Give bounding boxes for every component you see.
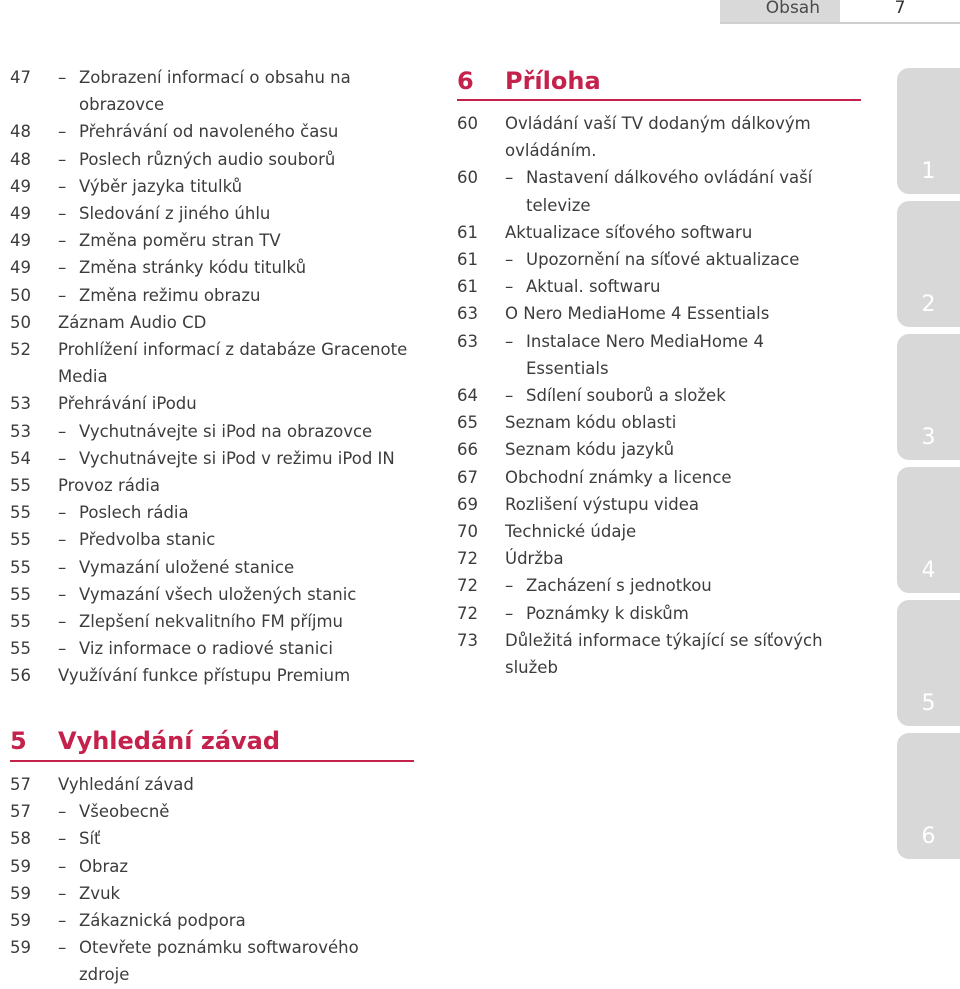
toc-page-number: 59 <box>10 856 31 876</box>
toc-page-number: 61 <box>457 277 478 297</box>
toc-entry-title: Vychutnávejte si iPod v režimu iPod IN <box>79 448 395 468</box>
toc-entry-title: Poznámky k diskům <box>526 603 689 623</box>
toc-page-number: 55 <box>10 530 31 550</box>
toc-entry <box>457 273 857 300</box>
toc-entry-title: Zlepšení nekvalitního FM příjmu <box>79 612 343 631</box>
toc-section-5-list <box>10 771 430 985</box>
toc-entry-title: Viz informace o radiové stanici <box>79 639 333 659</box>
toc-dash: – <box>505 277 514 297</box>
toc-page-number: 59 <box>10 883 31 903</box>
toc-entry-title: Změna stránky kódu titulků <box>79 258 307 278</box>
chapter-tab-label: 3 <box>921 425 936 450</box>
toc-dash: – <box>58 802 67 822</box>
toc-dash: – <box>58 421 67 441</box>
page-header <box>0 0 960 24</box>
toc-entry-title-continued: ovládáním. <box>505 141 597 161</box>
toc-page-number: 49 <box>10 176 31 196</box>
chapter-tab-label: 4 <box>921 558 936 583</box>
section-6-number: 6 <box>457 67 474 95</box>
header-title: Obsah <box>765 0 820 18</box>
toc-entry <box>10 825 430 852</box>
toc-entry <box>10 554 430 581</box>
toc-page-number: 63 <box>457 304 478 324</box>
toc-entry <box>457 600 857 627</box>
toc-entry <box>10 390 430 417</box>
toc-entry-title: Sledování z jiného úhlu <box>79 204 271 223</box>
toc-entry-title: Instalace Nero MediaHome 4 <box>526 331 764 351</box>
toc-entry-title: Ovládání vaší TV dodaným dálkovým <box>505 114 811 133</box>
toc-entry-title: Technické údaje <box>505 522 637 541</box>
toc-entry <box>457 572 857 599</box>
toc-entry-title: Předvolba stanic <box>79 530 216 550</box>
toc-entry <box>457 382 857 409</box>
toc-page-number: 49 <box>10 231 31 251</box>
toc-page-number: 50 <box>10 285 31 305</box>
toc-page-number: 65 <box>457 413 478 433</box>
toc-page-number: 72 <box>457 549 478 569</box>
toc-entry <box>457 219 857 246</box>
toc-entry-title: Poslech různých audio souborů <box>79 149 336 169</box>
toc-page-number: 58 <box>10 829 31 849</box>
toc-page-number: 49 <box>10 258 31 278</box>
toc-page-number: 73 <box>457 630 478 650</box>
chapter-tab-3[interactable] <box>897 334 960 460</box>
toc-page-number: 63 <box>457 331 478 351</box>
toc-entry <box>10 445 430 472</box>
toc-entry-title: Přehrávání iPodu <box>58 394 197 414</box>
toc-entry-title: Seznam kódu jazyků <box>505 440 675 460</box>
toc-entry <box>10 934 430 988</box>
toc-page-number: 49 <box>10 204 31 223</box>
toc-dash: – <box>58 122 67 142</box>
toc-entry <box>457 627 857 681</box>
toc-page-number: 48 <box>10 122 31 142</box>
toc-dash: – <box>58 612 67 631</box>
toc-entry-title: O Nero MediaHome 4 Essentials <box>505 304 770 324</box>
toc-entry-title-continued: obrazovce <box>79 95 165 115</box>
toc-dash: – <box>58 856 67 876</box>
toc-dash: – <box>58 149 67 169</box>
toc-entry <box>457 545 857 572</box>
chapter-tab-6[interactable] <box>897 733 960 859</box>
toc-entry-title: Rozlišení výstupu videa <box>505 494 699 514</box>
toc-page-number: 55 <box>10 476 31 495</box>
toc-page-number: 69 <box>457 494 478 514</box>
toc-page-number: 61 <box>457 250 478 269</box>
toc-entry <box>10 798 430 825</box>
toc-page-number: 56 <box>10 666 31 686</box>
toc-dash: – <box>505 250 514 269</box>
toc-entry-title: Provoz rádia <box>58 476 161 495</box>
toc-entry-title: Údržba <box>505 549 564 569</box>
toc-page-number: 55 <box>10 503 31 523</box>
toc-entry <box>10 907 430 934</box>
toc-dash: – <box>58 231 67 251</box>
section-6-heading <box>457 66 857 98</box>
toc-entry <box>457 300 857 327</box>
toc-dash: – <box>58 911 67 930</box>
toc-dash: – <box>58 829 67 849</box>
toc-entry <box>10 418 430 445</box>
toc-entry-title: Zvuk <box>79 883 121 903</box>
toc-entry-title: Přehrávání od navoleného času <box>79 122 339 142</box>
toc-page-number: 60 <box>457 114 478 133</box>
toc-entry <box>457 246 857 273</box>
toc-page-number: 54 <box>10 448 31 468</box>
toc-entry-title-continued: zdroje <box>79 965 130 985</box>
toc-entry <box>457 518 857 545</box>
toc-page-number: 70 <box>457 522 478 541</box>
toc-entry-title-continued: Media <box>58 367 108 387</box>
toc-entry-title: Vymazání všech uložených stanic <box>79 584 357 604</box>
toc-entry-title-continued: služeb <box>505 657 558 677</box>
toc-entry <box>10 200 430 227</box>
toc-dash: – <box>58 176 67 196</box>
toc-entry-title-continued: televize <box>526 195 591 215</box>
chapter-tab-2[interactable] <box>897 201 960 327</box>
toc-entry-title: Aktual. softwaru <box>526 277 661 297</box>
toc-dash: – <box>58 883 67 903</box>
toc-dash: – <box>58 204 67 223</box>
toc-entry-title: Poslech rádia <box>79 503 189 523</box>
toc-dash: – <box>505 576 514 596</box>
toc-page-number: 67 <box>457 467 478 487</box>
toc-dash: – <box>58 68 67 87</box>
toc-page-number: 55 <box>10 584 31 604</box>
page-number: 7 <box>840 0 960 24</box>
toc-dash: – <box>58 557 67 577</box>
toc-entry-title: Seznam kódu oblasti <box>505 413 677 433</box>
toc-entry-title: Zobrazení informací o obsahu na <box>79 68 351 87</box>
toc-page-number: 53 <box>10 394 31 414</box>
toc-dash: – <box>505 603 514 623</box>
toc-dash: – <box>58 258 67 278</box>
chapter-tab-1[interactable] <box>897 68 960 194</box>
toc-page-number: 47 <box>10 68 31 87</box>
toc-dash: – <box>58 530 67 550</box>
toc-entry-title: Aktualizace síťového softwaru <box>505 222 753 242</box>
toc-entry <box>457 436 857 463</box>
toc-entry <box>10 173 430 200</box>
section-6-title: Příloha <box>505 67 601 95</box>
toc-page-number: 64 <box>457 386 478 405</box>
toc-page-number: 59 <box>10 938 31 958</box>
toc-entry-title: Vymazání uložené stanice <box>79 557 295 577</box>
toc-dash: – <box>58 938 67 958</box>
toc-dash: – <box>505 168 514 188</box>
toc-entry-title: Využívání funkce přístupu Premium <box>58 666 351 686</box>
toc-page-number: 61 <box>457 222 478 242</box>
toc-page-number: 57 <box>10 802 31 822</box>
section-5-rule <box>10 760 414 762</box>
toc-page-number: 72 <box>457 576 478 596</box>
toc-entry-title: Upozornění na síťové aktualizace <box>526 250 800 269</box>
toc-section-6-list <box>457 110 857 690</box>
toc-page-number: 66 <box>457 440 478 460</box>
toc-dash: – <box>58 285 67 305</box>
toc-dash: – <box>58 639 67 659</box>
toc-entry <box>10 581 430 608</box>
chapter-tab-label: 6 <box>921 824 936 849</box>
toc-entry-title: Nastavení dálkového ovládání vaší <box>526 168 813 188</box>
toc-entry-title-continued: Essentials <box>526 358 609 378</box>
toc-page-number: 52 <box>10 340 31 359</box>
toc-entry-title: Zákaznická podpora <box>79 911 246 930</box>
section-5-number: 5 <box>10 727 27 755</box>
toc-page-number: 53 <box>10 421 31 441</box>
toc-entry <box>457 328 857 382</box>
section-5-title: Vyhledání závad <box>58 727 281 755</box>
toc-left-list <box>10 64 430 694</box>
toc-entry <box>10 254 430 281</box>
section-5-heading <box>10 726 420 758</box>
toc-entry <box>10 282 430 309</box>
toc-page-number: 72 <box>457 603 478 623</box>
toc-entry <box>10 853 430 880</box>
toc-dash: – <box>505 331 514 351</box>
toc-entry-title: Prohlížení informací z databáze Gracenote <box>58 340 408 359</box>
toc-entry <box>457 464 857 491</box>
toc-page-number: 48 <box>10 149 31 169</box>
toc-entry <box>457 110 857 164</box>
toc-entry <box>10 635 430 662</box>
toc-page-number: 59 <box>10 911 31 930</box>
toc-entry-title: Důležitá informace týkající se síťových <box>505 630 823 650</box>
toc-entry <box>10 526 430 553</box>
section-6-rule <box>457 99 861 101</box>
toc-entry-title: Sdílení souborů a složek <box>526 386 726 405</box>
toc-entry-title: Zacházení s jednotkou <box>526 576 712 596</box>
toc-page-number: 55 <box>10 612 31 631</box>
chapter-tab-label: 2 <box>921 292 936 317</box>
toc-entry-title: Změna režimu obrazu <box>79 285 261 305</box>
toc-entry <box>10 227 430 254</box>
toc-entry <box>10 662 430 689</box>
toc-dash: – <box>58 503 67 523</box>
toc-page-number: 60 <box>457 168 478 188</box>
toc-entry-title: Obchodní známky a licence <box>505 467 732 487</box>
toc-entry-title: Všeobecně <box>79 802 170 822</box>
toc-page-number: 57 <box>10 775 31 794</box>
toc-entry <box>10 499 430 526</box>
toc-entry <box>10 472 430 499</box>
toc-page-number: 55 <box>10 639 31 659</box>
toc-entry <box>10 880 430 907</box>
toc-page-number: 55 <box>10 557 31 577</box>
toc-entry-title: Vychutnávejte si iPod na obrazovce <box>79 421 373 441</box>
chapter-tab-5[interactable] <box>897 600 960 726</box>
toc-entry <box>10 309 430 336</box>
toc-entry <box>10 336 430 390</box>
toc-entry-title: Výběr jazyka titulků <box>79 176 243 196</box>
chapter-tab-label: 1 <box>921 159 936 184</box>
toc-entry-title: Obraz <box>79 856 129 876</box>
toc-entry-title: Otevřete poznámku softwarového <box>79 938 359 958</box>
toc-entry-title: Záznam Audio CD <box>58 312 207 332</box>
toc-dash: – <box>58 584 67 604</box>
toc-entry <box>10 64 430 118</box>
toc-entry <box>10 146 430 173</box>
toc-entry <box>457 164 857 218</box>
toc-dash: – <box>58 448 67 468</box>
toc-entry-title: Síť <box>79 829 101 849</box>
chapter-tab-label: 5 <box>921 691 936 716</box>
toc-page-number: 50 <box>10 312 31 332</box>
toc-entry-title: Vyhledání závad <box>58 775 194 794</box>
toc-entry <box>457 409 857 436</box>
toc-entry <box>457 491 857 518</box>
toc-entry-title: Změna poměru stran TV <box>79 231 281 251</box>
toc-dash: – <box>505 386 514 405</box>
header-divider <box>720 22 960 24</box>
toc-entry <box>10 608 430 635</box>
toc-entry <box>10 771 430 798</box>
chapter-tab-4[interactable] <box>897 467 960 593</box>
toc-entry <box>10 118 430 145</box>
